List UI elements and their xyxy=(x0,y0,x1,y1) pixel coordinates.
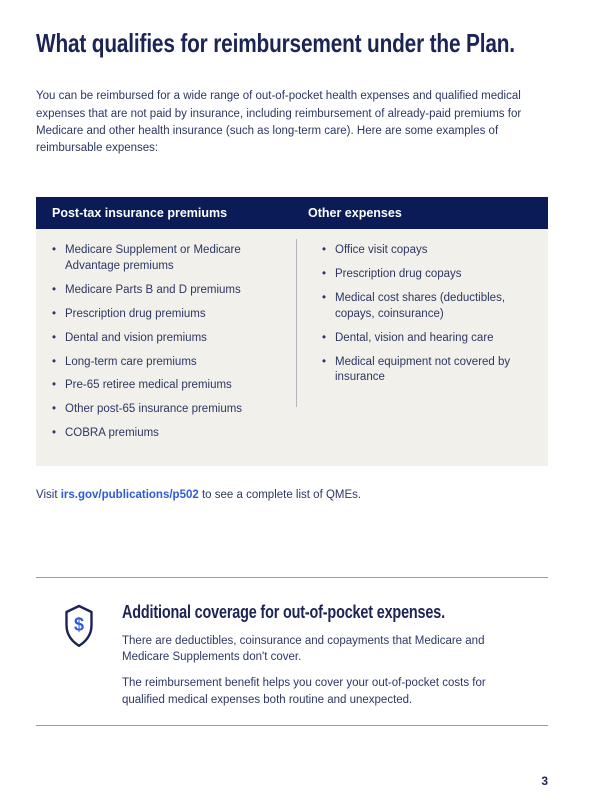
page-title xyxy=(36,30,548,57)
column-divider xyxy=(296,239,297,407)
list-item: • Dental and vision premiums xyxy=(52,331,276,347)
table-header-row xyxy=(36,197,548,229)
list-item: • COBRA premiums xyxy=(52,426,276,442)
list-item: • Prescription drug copays xyxy=(322,267,532,283)
list-item: • Medical equipment not covered by insurance xyxy=(322,355,532,387)
other-expenses-list xyxy=(322,243,532,386)
coverage-paragraph-1: There are deductibles, coinsurance and copayments that Medicare and Medicare Supplements don't cover. xyxy=(122,634,485,664)
expenses-table xyxy=(36,197,548,466)
list-item: • Medical cost shares (deductibles, copays, coinsurance) xyxy=(322,291,532,323)
section-divider-top xyxy=(36,577,548,578)
dollar-glyph: $ xyxy=(73,614,85,635)
list-item: • Pre-65 retiree medical premiums xyxy=(52,378,276,394)
list-item: • Office visit copays xyxy=(322,243,532,259)
additional-coverage-heading-text: Additional coverage for out-of-pocket expenses. xyxy=(122,602,445,623)
link-suffix: to see a complete list of QMEs. xyxy=(198,489,362,502)
list-item: • Prescription drug premiums xyxy=(52,307,276,323)
column-other-expenses xyxy=(292,229,548,466)
column-post-tax-premiums xyxy=(36,229,292,466)
additional-coverage-heading xyxy=(122,602,548,624)
table-header-post-tax-premiums: Post-tax insurance premiums xyxy=(52,206,228,221)
page-number: 3 xyxy=(541,774,548,789)
coverage-paragraph-2: The reimbursement benefit helps you cover your out-of-pocket costs for qualified medical expenses both routine and unexpected. xyxy=(122,676,486,706)
qme-link-line xyxy=(36,489,548,501)
additional-coverage-text xyxy=(122,602,548,708)
link-prefix: Visit xyxy=(36,489,61,502)
page-title-text: What qualifies for reimbursement under the Plan. xyxy=(36,28,515,58)
shield-dollar-icon-svg xyxy=(61,604,97,648)
post-tax-premiums-list xyxy=(52,243,276,442)
list-item: • Medicare Parts B and D premiums xyxy=(52,283,276,299)
irs-publication-link[interactable]: irs.gov/publications/p502 xyxy=(60,489,199,502)
list-item: • Medicare Supplement or Medicare Advantage premiums xyxy=(52,243,276,275)
table-body xyxy=(36,229,548,466)
list-item: • Long-term care premiums xyxy=(52,355,276,371)
document-page xyxy=(0,30,600,806)
list-item: • Dental, vision and hearing care xyxy=(322,331,532,347)
shield-dollar-icon xyxy=(36,602,122,708)
section-divider-bottom xyxy=(36,725,548,726)
intro-paragraph: You can be reimbursed for a wide range of out-of-pocket health expenses and qualified medical expenses that are not paid by insurance, including reimbursement of already-paid premiums for Medicare and other health insurance (such as long-term care). Here are some examples of reimbursable expenses: xyxy=(36,90,522,155)
list-item: • Other post-65 insurance premiums xyxy=(52,402,276,418)
additional-coverage-section xyxy=(36,602,548,708)
table-header-other-expenses: Other expenses xyxy=(308,206,402,221)
